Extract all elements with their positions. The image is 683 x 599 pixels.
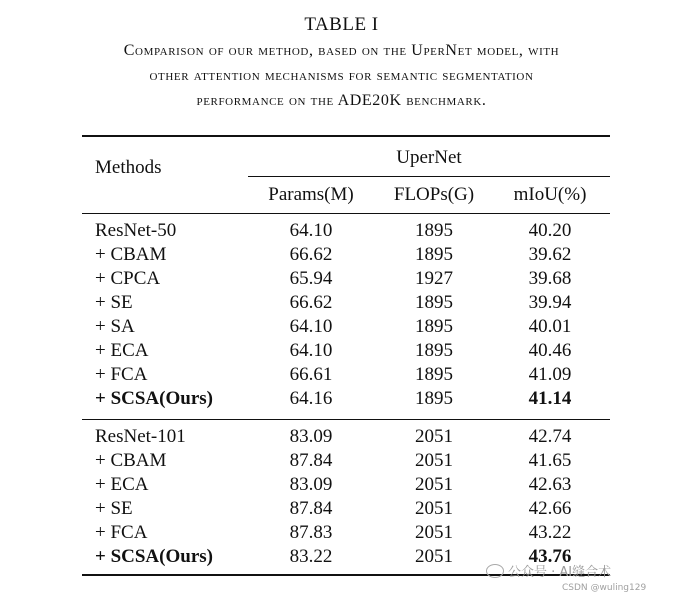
watermark-sub: CSDN @wuling129 [562,583,647,593]
table-row-method: + SE [95,498,133,519]
table-row-flops: 2051 [415,498,453,519]
header-methods: Methods [95,157,162,178]
table-row-method: + CPCA [95,268,161,289]
table-row-flops: 1895 [415,292,453,313]
table-row-params: 66.61 [289,364,333,385]
table-row-miou: 43.22 [528,522,572,543]
section-divider-rule [82,419,610,420]
table-row-method: + ECA [95,474,149,495]
table-row-miou-best: 41.14 [528,388,572,409]
table-caption-line-1: Comparison of our method, based on the UperNet model, with [123,42,560,59]
table-row-method: + FCA [95,364,148,385]
header-params: Params(M) [268,184,354,205]
table-row-miou: 41.09 [528,364,572,385]
table-row-params: 64.16 [289,388,333,409]
table-row-method-ours: + SCSA(Ours) [95,388,213,409]
table-row-params: 65.94 [289,268,333,289]
table-row-miou: 42.74 [528,426,572,447]
table-row-method: + FCA [95,522,148,543]
table-row-params: 64.10 [289,340,333,361]
table-row-params: 64.10 [289,316,333,337]
table-row-method: ResNet-101 [95,426,186,447]
table-row-flops: 1895 [415,388,453,409]
table-label: TABLE I [304,14,379,35]
table-row-params: 83.22 [289,546,333,567]
header-bottom-rule [82,213,610,214]
table-row-flops: 1895 [415,220,453,241]
table-row-miou: 39.68 [528,268,572,289]
header-group-rule [248,176,610,177]
table-row-params: 87.83 [289,522,333,543]
table-row-miou: 40.01 [528,316,572,337]
table-row-method: + SA [95,316,135,337]
table-row-method: + CBAM [95,450,167,471]
table-row-miou: 42.66 [528,498,572,519]
table-caption-line-3: performance on the ADE20K benchmark. [196,92,487,109]
header-miou: mIoU(%) [513,184,587,205]
table-row-params: 83.09 [289,426,333,447]
table-row-miou-best: 43.76 [528,546,572,567]
table-row-flops: 2051 [415,450,453,471]
table-row-params: 87.84 [289,498,333,519]
table-row-miou: 41.65 [528,450,572,471]
table-row-method: + SE [95,292,133,313]
table-row-miou: 40.20 [528,220,572,241]
wechat-icon [486,564,504,578]
table-row-miou: 40.46 [528,340,572,361]
table-row-params: 87.84 [289,450,333,471]
table-row-flops: 2051 [415,426,453,447]
table-row-miou: 39.94 [528,292,572,313]
table-row-miou: 42.63 [528,474,572,495]
header-upernet-group: UperNet [396,147,462,168]
table-row-method: ResNet-50 [95,220,177,241]
table-row-flops: 1895 [415,340,453,361]
table-row-miou: 39.62 [528,244,572,265]
table-top-rule [82,135,610,137]
table-row-method: + ECA [95,340,149,361]
table-caption-line-2: other attention mechanisms for semantic segmentation [149,67,534,84]
header-flops: FLOPs(G) [393,184,475,205]
table-row-flops: 2051 [415,522,453,543]
watermark [486,561,611,580]
table-row-method-ours: + SCSA(Ours) [95,546,213,567]
table-row-params: 66.62 [289,292,333,313]
table-row-flops: 2051 [415,474,453,495]
watermark-text: 公众号 · AI缝合术 [508,565,612,580]
table-row-params: 83.09 [289,474,333,495]
table-row-flops: 1927 [415,268,453,289]
table-row-flops: 1895 [415,364,453,385]
table-row-flops: 1895 [415,244,453,265]
table-row-flops: 1895 [415,316,453,337]
table-row-params: 64.10 [289,220,333,241]
table-row-flops: 2051 [415,546,453,567]
table-row-method: + CBAM [95,244,167,265]
table-row-params: 66.62 [289,244,333,265]
